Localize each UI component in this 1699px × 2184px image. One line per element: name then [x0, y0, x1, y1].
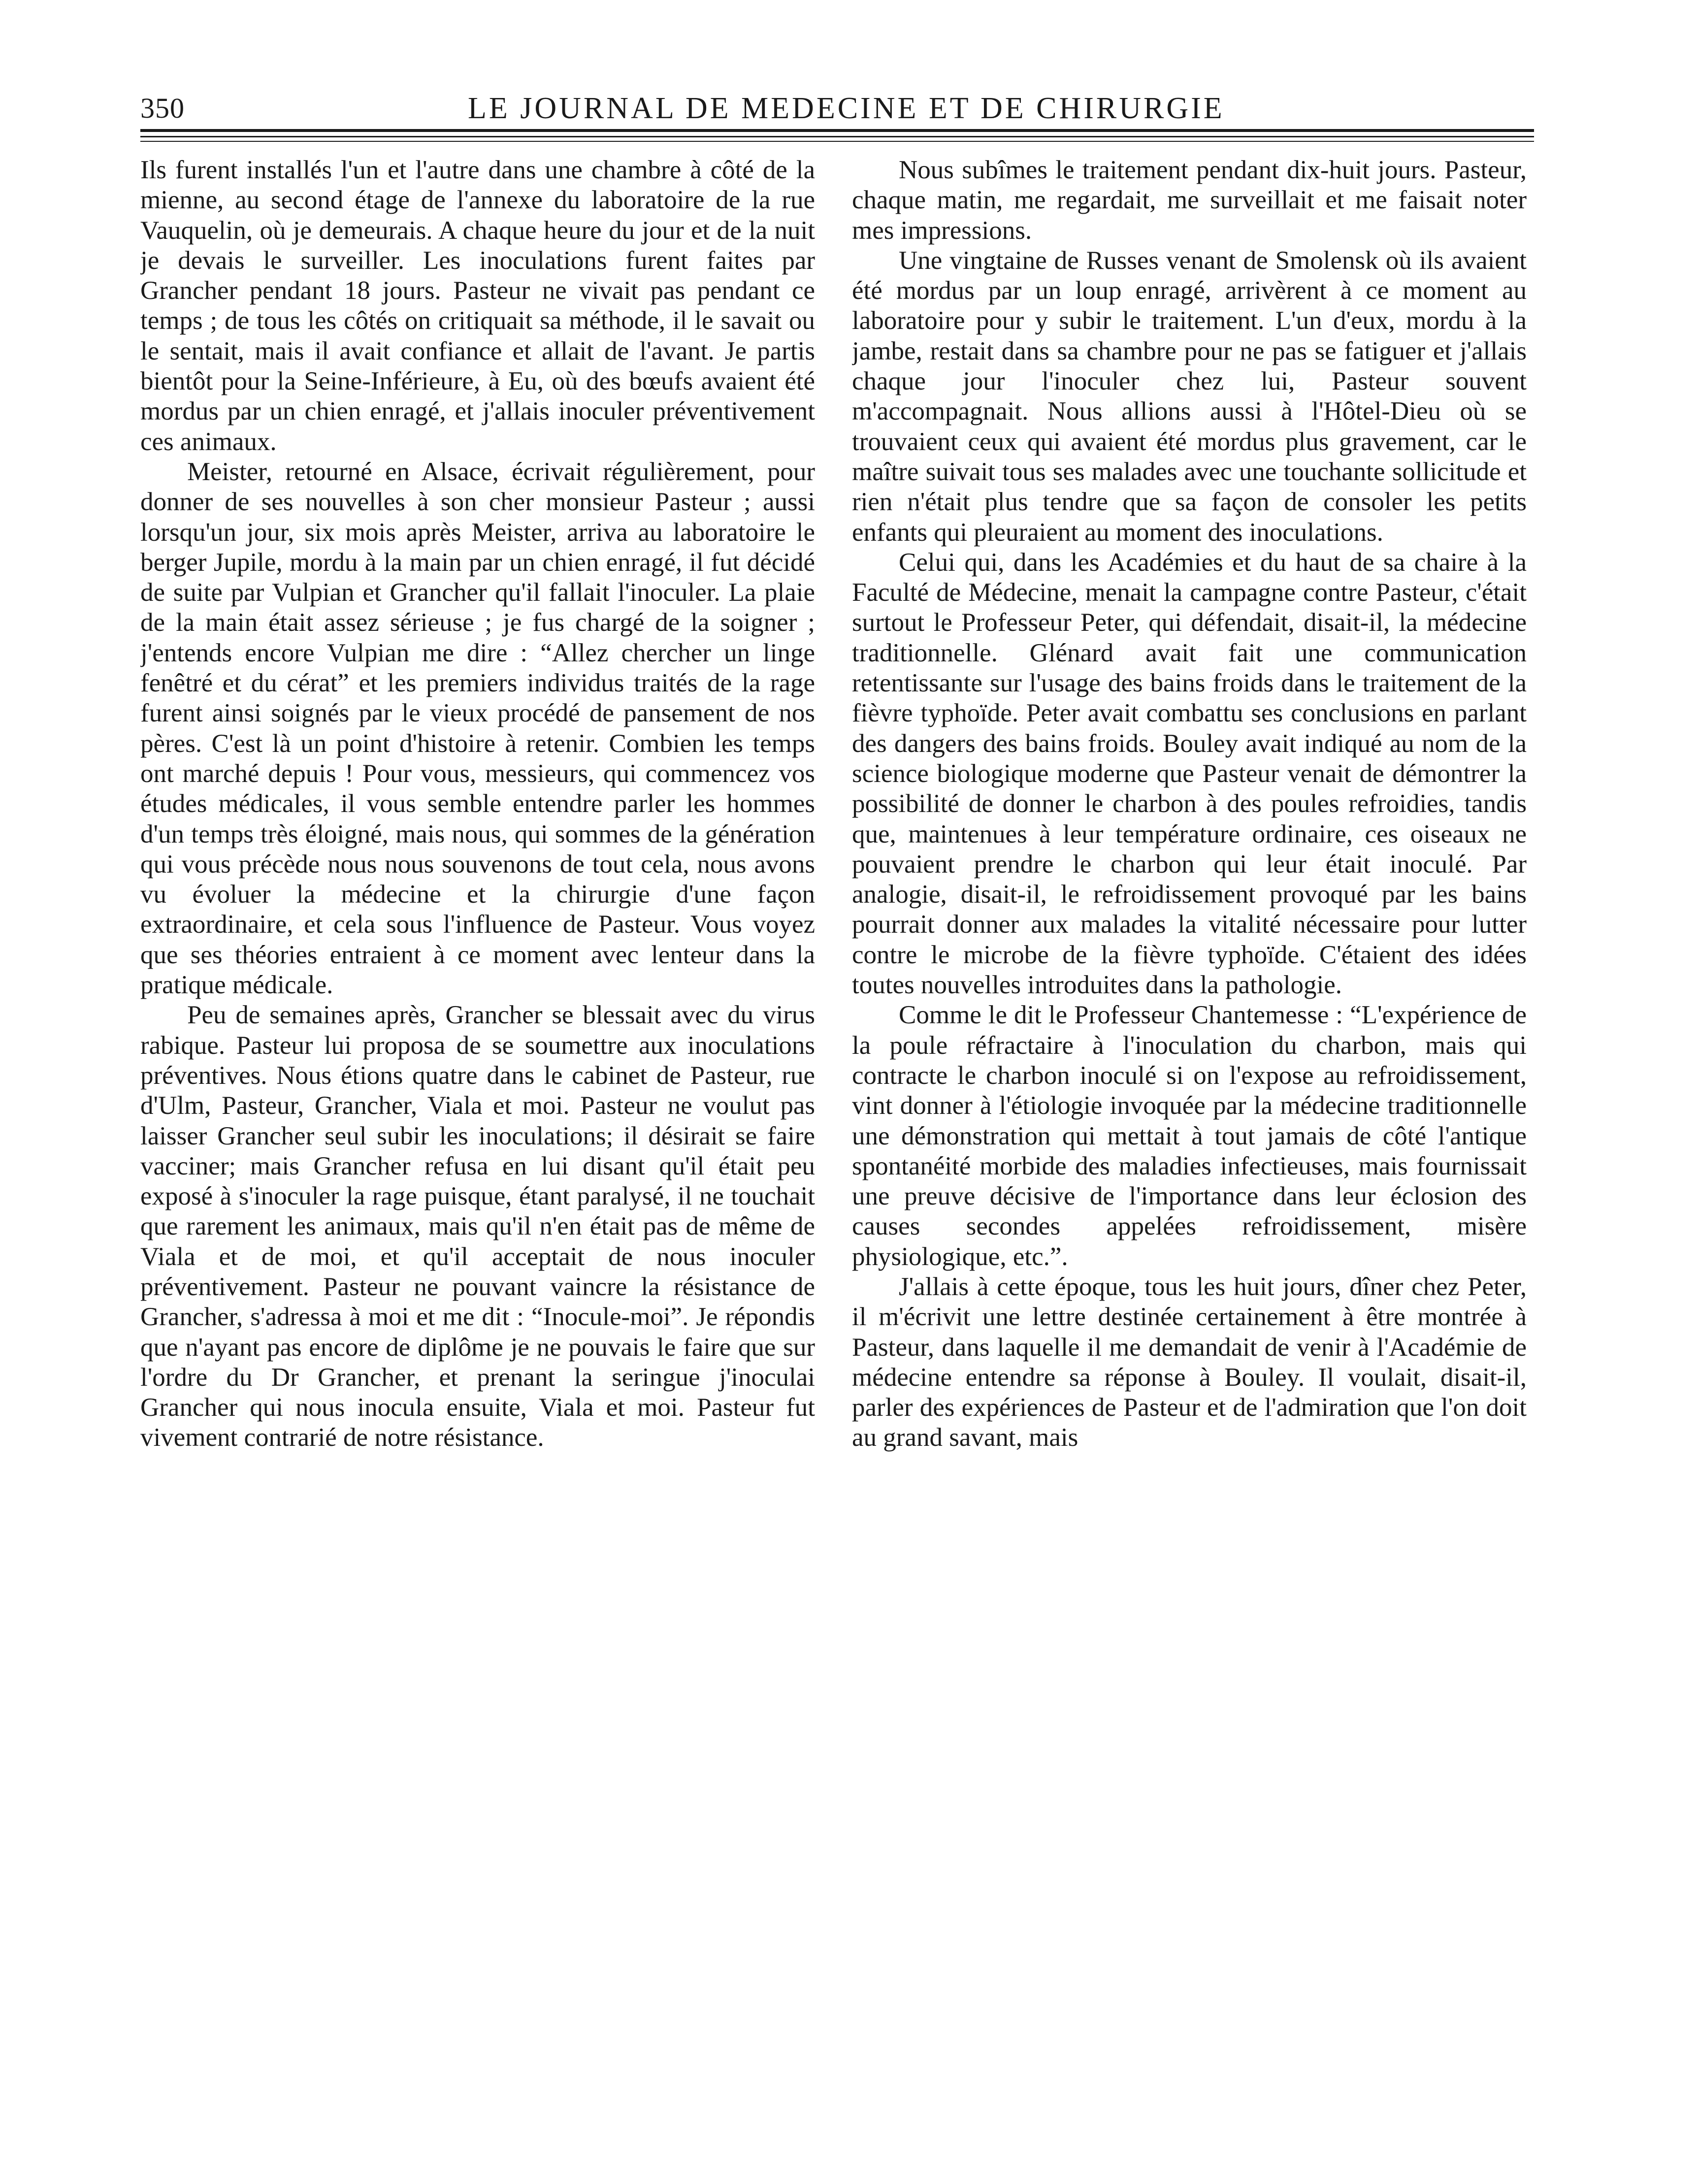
paragraph: Ils furent installés l'un et l'autre dans une chambre à côté de la mienne, au second étage de l'annexe du laboratoire de la rue Vauquelin, où je demeurais. A chaque heure du jour et de la nuit je devais le surveiller. Les inoculations furent faites par Grancher pendant 18 jours. Pasteur ne vivait pas pendant ce temps ; de tous les côtés on critiquait sa méthode, il le savait ou le sentait, mais il avait confiance et allait de l'avant. Je partis bientôt pour la Seine-Inférieure, à Eu, où des bœufs avaient été mordus par un chien enragé, et j'allais inoculer préventivement ces animaux.: [140, 156, 815, 456]
right-column: [852, 155, 1527, 2120]
paragraph: Meister, retourné en Alsace, écrivait régulièrement, pour donner de ses nouvelles à son cher monsieur Pasteur ; aussi lorsqu'un jour, six mois après Meister, arriva au laboratoire le berger Jupile, mordu à la main par un chien enragé, il fut décidé de suite par Vulpian et Grancher qu'il fallait l'inoculer. La plaie de la main était assez sérieuse ; je fus chargé de la soigner ; j'entends encore Vulpian me dire : “Allez chercher un linge fenêtré et du cérat” et les premiers individus traités de la rage furent ainsi soignés par le vieux procédé de pansement de nos pères. C'est là un point d'histoire à retenir. Combien les temps ont marché depuis ! Pour vous, messieurs, qui commencez vos études médicales, il vous semble entendre parler les hommes d'un temps très éloigné, mais nous, qui sommes de la génération qui vous précède nous nous souvenons de tout cela, nous avons vu évoluer la médecine et la chirurgie d'une façon extraordinaire, et cela sous l'influence de Pasteur. Vous voyez que ses théories entraient à ce moment avec lenteur dans la pratique médicale.: [140, 457, 815, 1000]
paragraph: Peu de semaines après, Grancher se blessait avec du virus rabique. Pasteur lui proposa de se soumettre aux inoculations préventives. Nous étions quatre dans le cabinet de Pasteur, rue d'Ulm, Pasteur, Grancher, Viala et moi. Pasteur ne voulut pas laisser Grancher seul subir les inoculations; il désirait se faire vacciner; mais Grancher refusa en lui disant qu'il était peu exposé à s'inoculer la rage puisque, étant paralysé, il ne touchait que rarement les animaux, mais qu'il n'en était pas de même de Viala et de moi, et qu'il acceptait de nous inoculer préventivement. Pasteur ne pouvant vaincre la résistance de Grancher, s'adressa à moi et me dit : “Inocule-moi”. Je répondis que n'ayant pas encore de diplôme je ne pouvais le faire que sur l'ordre du Dr Grancher, et prenant la seringue j'inoculai Grancher qui nous inocula ensuite, Viala et moi. Pasteur fut vivement contrarié de notre résistance.: [140, 1001, 815, 1452]
journal-title: LE JOURNAL DE MEDECINE ET DE CHIRURGIE: [468, 92, 1225, 125]
paragraph: Nous subîmes le traitement pendant dix-huit jours. Pasteur, chaque matin, me regardait, me surveillait et me faisait noter mes impressions.: [852, 156, 1527, 245]
paragraph: J'allais à cette époque, tous les huit jours, dîner chez Peter, il m'écrivit une lettre destinée certainement à être montrée à Pasteur, dans laquelle il me demandait de venir à l'Académie de médecine entendre sa réponse à Bouley. Il voulait, disait-il, parler des expériences de Pasteur et de l'admiration que l'on doit au grand savant, mais: [852, 1272, 1527, 1452]
paragraph: Comme le dit le Professeur Chantemesse : “L'expérience de la poule réfractaire à l'inoculation du charbon, mais qui contracte le charbon inoculé si on l'expose au refroidissement, vint donner à l'étiologie invoquée par la médecine traditionnelle une démonstration qui mettait à tout jamais de côté l'antique spontanéité morbide des maladies infectieuses, mais fournissait une preuve décisive de l'importance dans leur éclosion des causes secondes appelées refroidissement, misère physiologique, etc.”.: [852, 1001, 1527, 1271]
running-header: [140, 89, 1534, 128]
left-column: [140, 155, 815, 2120]
page-number: 350: [140, 92, 185, 124]
header-rule-thick: [140, 129, 1534, 132]
paragraph: Celui qui, dans les Académies et du haut de sa chaire à la Faculté de Médecine, menait la campagne contre Pasteur, c'était surtout le Professeur Peter, qui défendait, disait-il, la médecine traditionnelle. Glénard avait fait une communication retentissante sur l'usage des bains froids dans le traitement de la fièvre typhoïde. Peter avait combattu ses conclusions en parlant des dangers des bains froids. Bouley avait indiqué au nom de la science biologique moderne que Pasteur venait de démontrer la possibilité de donner le charbon à des poules refroidies, tandis que, maintenues à leur température ordinaire, ces oiseaux ne pouvaient prendre le charbon qui leur était inoculé. Par analogie, disait-il, le refroidissement provoqué par les bains pourrait donner aux malades la vitalité nécessaire pour lutter contre le microbe de la fièvre typhoïde. C'étaient des idées toutes nouvelles introduites dans la pathologie.: [852, 548, 1527, 1000]
paragraph: Une vingtaine de Russes venant de Smolensk où ils avaient été mordus par un loup enragé, arrivèrent à ce moment au laboratoire pour y subir le traitement. L'un d'eux, mordu à la jambe, restait dans sa chambre pour ne pas se fatiguer et j'allais chaque jour l'inoculer chez lui, Pasteur souvent m'accompagnait. Nous allions aussi à l'Hôtel-Dieu où se trouvaient ceux qui avaient été mordus plus gravement, car le maître suivait tous ses malades avec une touchante sollicitude et rien n'était plus tendre que sa façon de consoler les petits enfants qui pleuraient au moment des inoculations.: [852, 246, 1527, 547]
header-rule-middle: [140, 136, 1534, 137]
header-rule-thin: [140, 141, 1534, 142]
